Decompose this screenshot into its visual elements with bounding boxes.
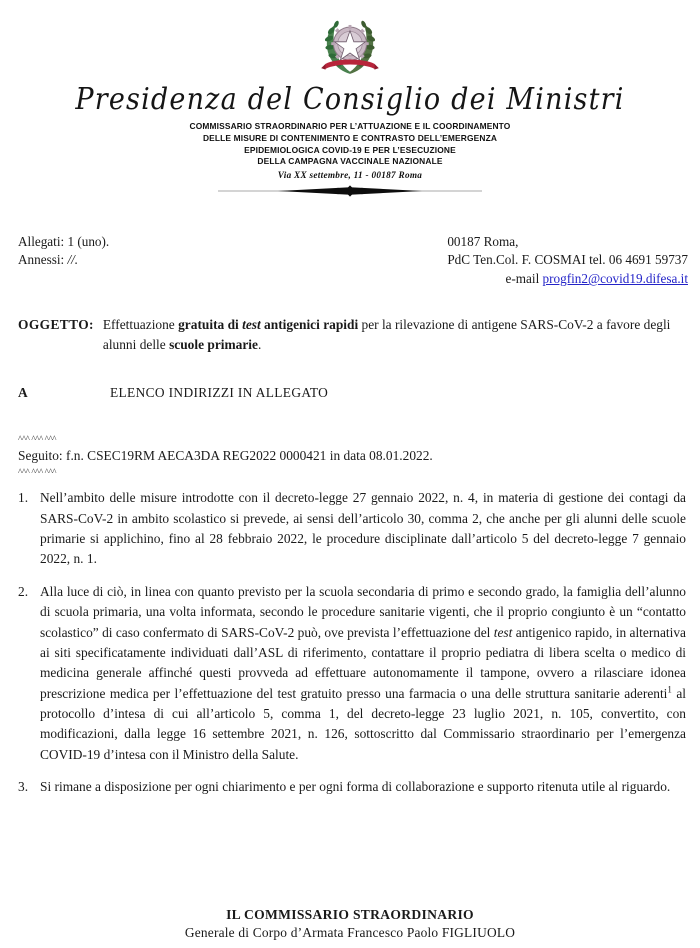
signature-title: IL COMMISSARIO STRAORDINARIO [226, 906, 474, 922]
signature-name: Generale di Corpo d’Armata Francesco Paolo FIGLIUOLO [184, 924, 516, 940]
office-line-3: EPIDEMIOLOGICA COVID-19 E PER L’ESECUZIONE [244, 144, 456, 155]
paragraph-text-2: Alla luce di ciò, in linea con quanto previsto per la scuola secondaria di primo e secondo grado, la famiglia dell’alunno di scuola primaria, una volta informata, secondo le procedure sanitarie vigenti, che il proprio congiunto è un “contatto scolastico” di caso confermato di SARS-CoV-2 può, ove prevista l’effettuazione del test antigenico rapido, in alternativa ai siti specificatamente individuati dall’ASL di riferimento, contattare il proprio pediatra di libera scelta o medico di medicina generale affinché questi provveda ad effettuare autonomamente il tampone, ovvero a rilasciare idonea prescrizione medica per l’effettuazione del test gratuito presso una farmacia o una delle struttura sanitarie aderenti$^1$ al protocollo d’intesa di cui all’articolo 5, comma 1, del decreto-legge 23 luglio 2021, n. 105, convertito, con modificazioni, dalla legge 16 settembre 2021, n. 126, sottoscritto dal Commissario straordinario per l’emergenza COVID-19 d’intesa con il Ministro della Salute. [40, 583, 687, 762]
email-label: e-mail [505, 271, 540, 287]
subject-text [103, 315, 692, 355]
reference-line: Seguito: f.n. CSEC19RM AECA3DA REG2022 0000421 in data 08.01.2022. [18, 448, 433, 464]
allegati-label: Allegati: [18, 233, 65, 249]
sender-contact-block [447, 233, 688, 289]
subject-bold-italic-1: test [242, 316, 261, 332]
sender-city: 00187 Roma, [447, 233, 519, 249]
paragraph-number-1: 1. [18, 490, 29, 506]
carets-top: ^^^ ^^^ ^^^ [18, 434, 57, 445]
paragraph-item-3 [18, 777, 686, 797]
recipient-block [0, 355, 700, 401]
sender-email-row [447, 270, 688, 289]
italian-republic-emblem-icon [314, 12, 386, 84]
paragraph-item-1 [18, 488, 686, 570]
body-paragraph-list [0, 476, 700, 797]
paragraph-number-2: 2. [18, 583, 29, 599]
office-address: Via XX settembre, 11 - 00187 Roma [277, 169, 423, 180]
subject-label [18, 315, 103, 355]
annessi-label: Annessi: [18, 252, 65, 268]
subject-bold-3: scuole primarie [169, 337, 258, 353]
paragraph-item-2 [18, 582, 686, 765]
subject-block [0, 289, 700, 355]
office-line-1: COMMISSARIO STRAORDINARIO PER L’ATTUAZIONE E IL COORDINAMENTO [189, 121, 511, 132]
recipient-text: ELENCO INDIRIZZI IN ALLEGATO [110, 385, 329, 401]
subject-part-1: Effettuazione [102, 316, 179, 332]
reference-block [0, 401, 700, 476]
signature-block [0, 906, 700, 942]
annessi-value: //. [67, 252, 79, 268]
recipient-prefix: A [18, 385, 28, 401]
subject-part-2: per la rilevazione di antigene SARS-CoV-2 a favore degli alunni delle [102, 316, 671, 353]
office-line-2: DELLE MISURE DI CONTENIMENTO E CONTRASTO DELL’EMERGENZA [202, 132, 498, 143]
institution-script-title: Presidenza del Consiglio dei Ministri [75, 82, 625, 117]
subject-part-3: . [257, 337, 262, 353]
subject-label-colon: : [89, 316, 94, 332]
allegati-value: 1 (uno). [67, 233, 110, 249]
paragraph-number-3: 3. [18, 779, 29, 795]
allegati-row [18, 233, 109, 252]
office-designation [0, 121, 700, 167]
document-meta [0, 203, 700, 289]
subject-bold-1: gratuita di [178, 316, 243, 332]
office-line-4: DELLA CAMPAGNA VACCINALE NAZIONALE [257, 156, 443, 167]
letterhead [0, 0, 700, 203]
ornamental-divider-icon [200, 184, 500, 198]
carets-bottom: ^^^ ^^^ ^^^ [18, 467, 57, 478]
attachments-block [18, 233, 109, 289]
paragraph-text-1: Nell’ambito delle misure introdotte con il decreto-legge 27 gennaio 2022, n. 4, in materia di gestione dei contagi da SARS-CoV-2 in ambito scolastico si prevede, ai sensi dell’articolo 30, comma 2, che anche per gli alunni delle scuole primarie si applichino, fino al 28 febbraio 2022, le procedure disciplinate dall’articolo 5 del decreto-legge 7 gennaio 2022, n. 1. [40, 490, 686, 567]
email-link[interactable]: progfin2@covid19.difesa.it [542, 271, 688, 287]
emblem-container [0, 12, 700, 84]
paragraph-text-3: Si rimane a disposizione per ogni chiarimento e per ogni forma di collaborazione e supporto ritenuta utile al riguardo. [40, 779, 671, 795]
sender-officer: PdC Ten.Col. F. COSMAI tel. 06 4691 59737 [447, 252, 688, 268]
annessi-row [18, 251, 109, 270]
subject-bold-2: antigenici rapidi [260, 316, 359, 332]
subject-label-text: OGGETTO [18, 316, 90, 332]
